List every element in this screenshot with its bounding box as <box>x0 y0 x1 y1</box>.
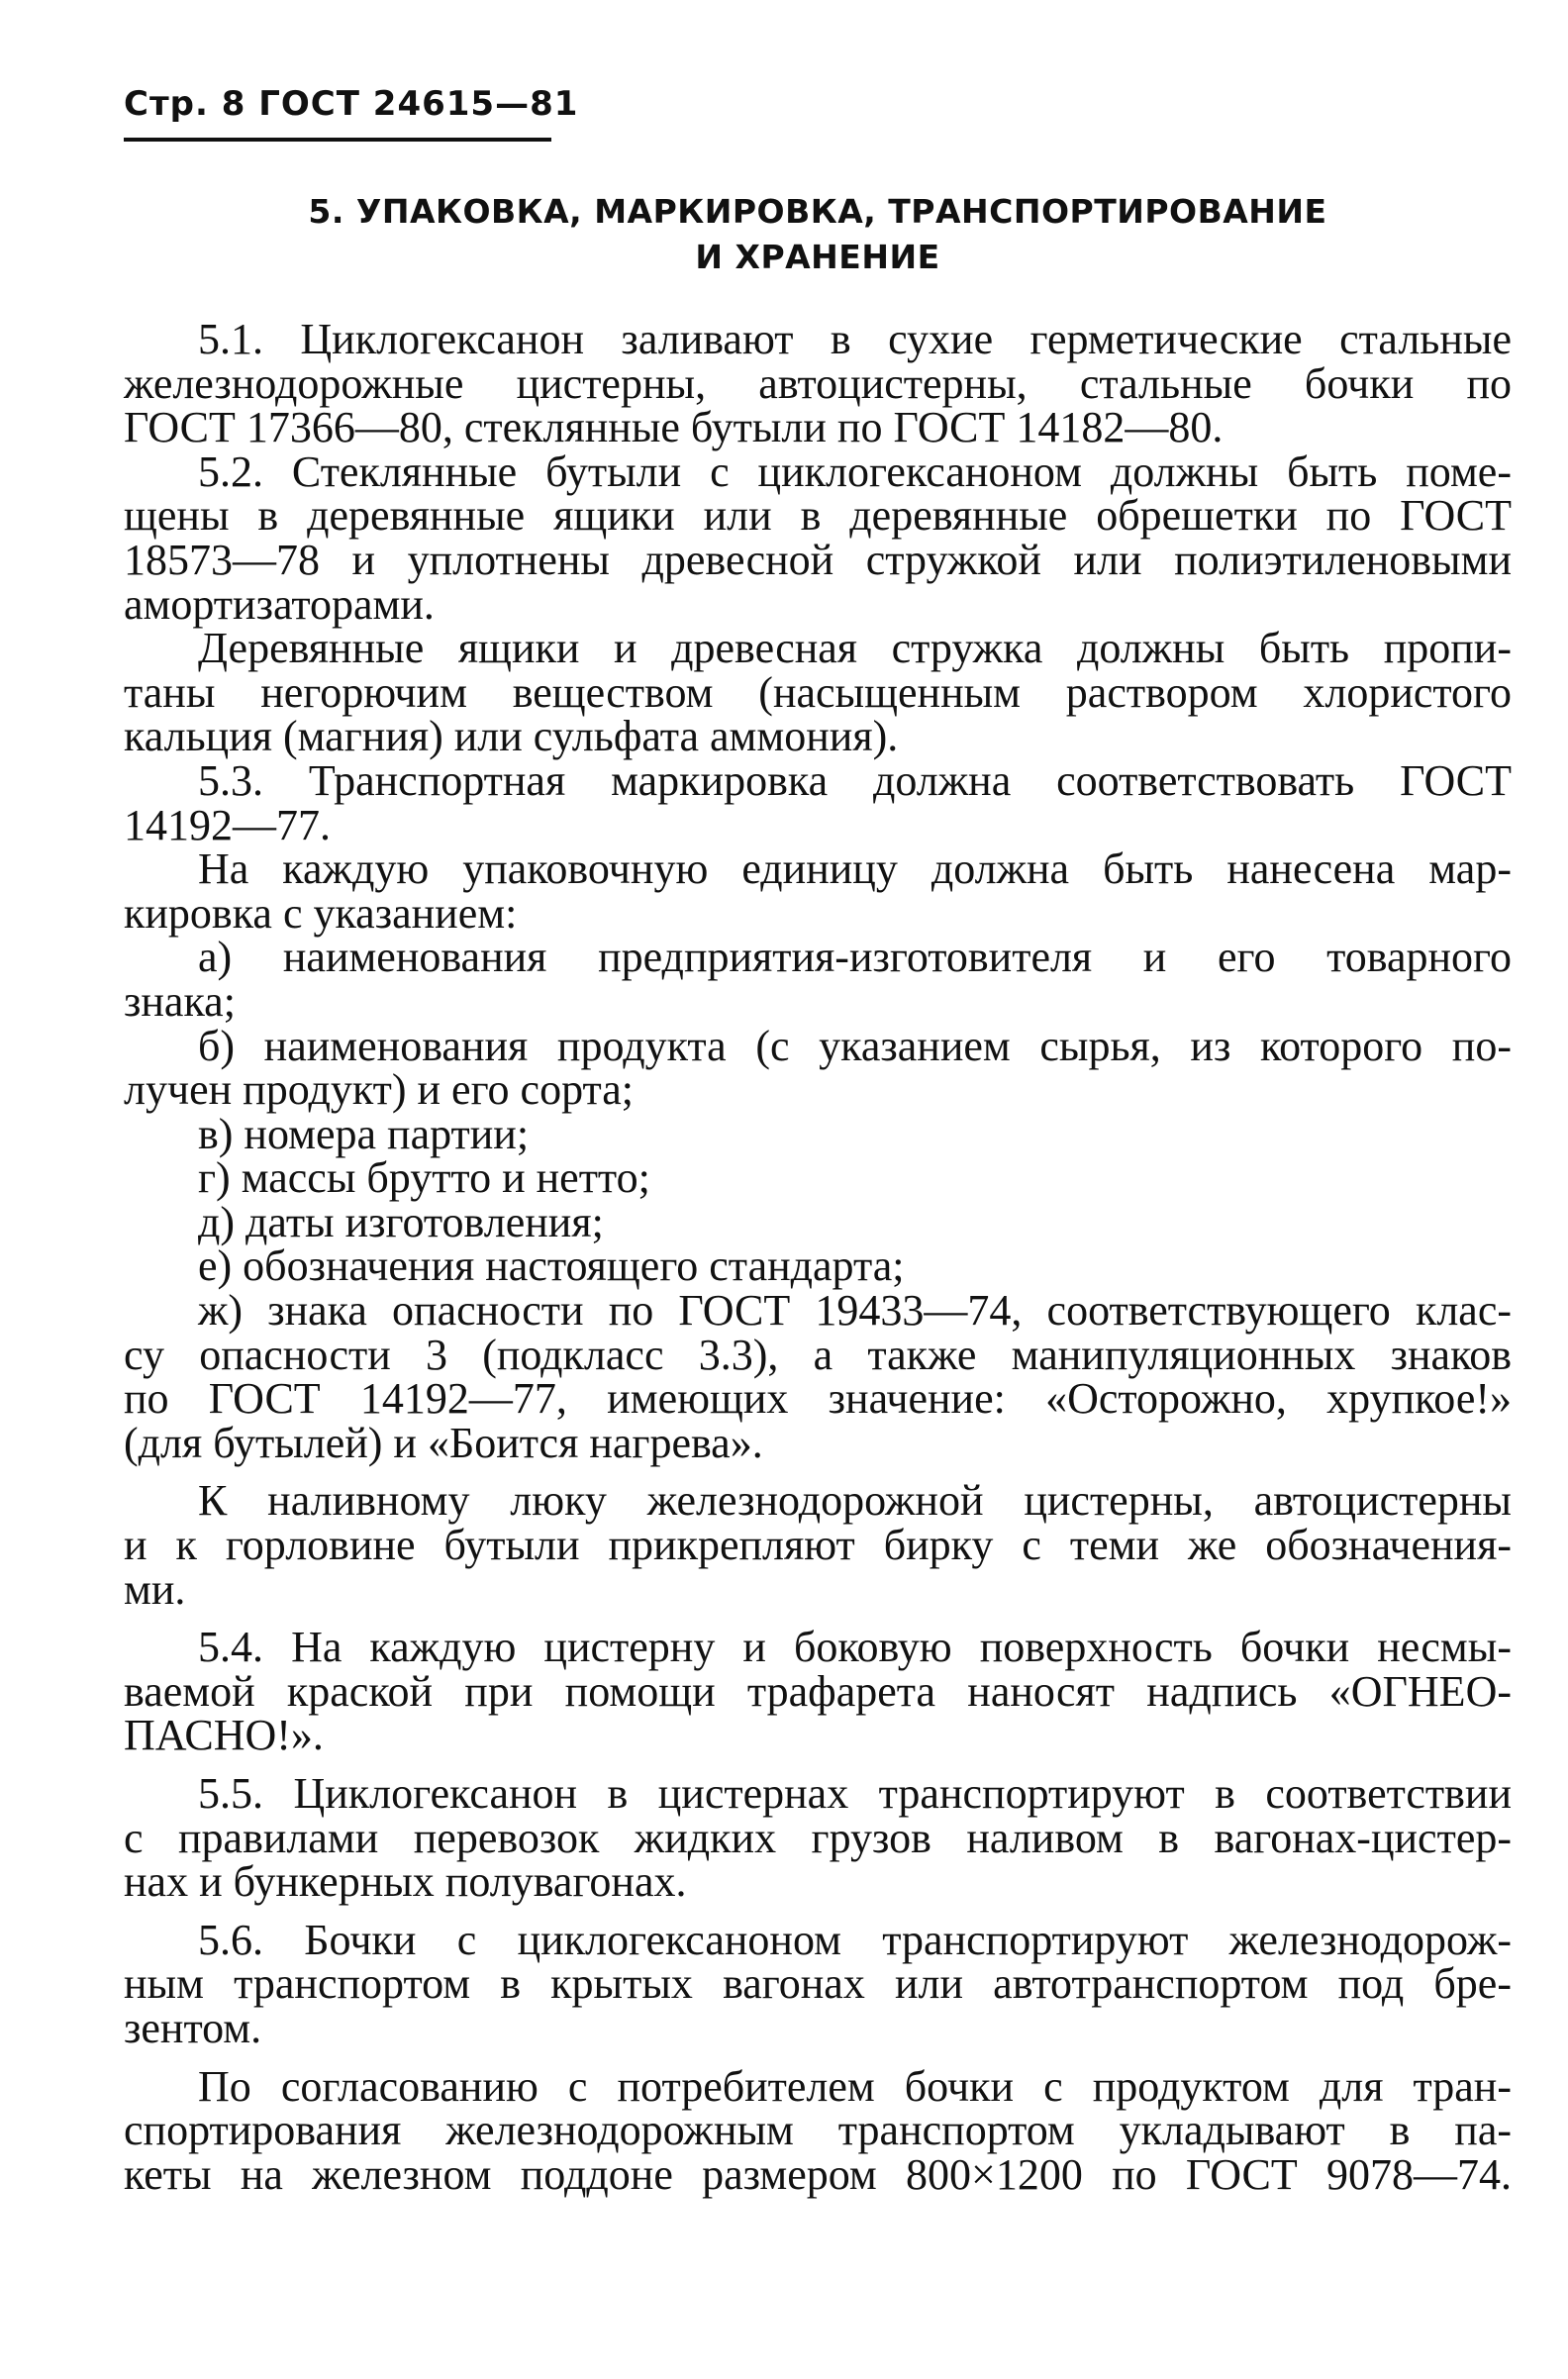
text-line: лучен продукт) и его сорта; <box>124 1065 635 1115</box>
list-item-d <box>124 1197 1512 1246</box>
paragraph-impregnation <box>124 624 1512 761</box>
text-line: 5.4. На каждую цистерну и боковую поверхность бочки несмы- <box>198 1623 1512 1672</box>
paragraph-5-1 <box>124 315 1512 452</box>
text-line: амортизаторами. <box>124 579 435 629</box>
text-line: ПАСНО!». <box>124 1711 324 1760</box>
text-line: Деревянные ящики и древесная стружка должны быть пропи- <box>198 624 1512 673</box>
text-line: 5.1. Циклогексанон заливают в сухие герметические стальные <box>198 315 1512 363</box>
text-line: ж) знака опасности по ГОСТ 19433—74, соответствующего клас- <box>198 1286 1512 1336</box>
text-line: железнодорожные цистерны, автоцистерны, стальные бочки по <box>124 358 1512 408</box>
list-item-b <box>124 1021 1512 1115</box>
text-line: г) массы брутто и нетто; <box>198 1153 650 1203</box>
text-line: су опасности 3 (подкласс 3.3), а также манипуляционных знаков <box>124 1330 1512 1379</box>
text-line: ГОСТ 17366—80, стеклянные бутыли по ГОСТ 14182—80. <box>124 403 1224 452</box>
paragraph-pallets <box>124 2061 1512 2199</box>
text-line: ваемой краской при помощи трафарета наносят надпись «ОГНЕО- <box>124 1666 1512 1716</box>
list-item-v <box>124 1109 1512 1158</box>
text-line: (для бутылей) и «Боится нагрева». <box>124 1418 763 1467</box>
text-line: ным транспортом в крытых вагонах или автотранспортом под бре- <box>124 1959 1512 2009</box>
text-line: знака; <box>124 976 236 1026</box>
paragraph-5-4 <box>124 1623 1512 1760</box>
list-item-e <box>124 1241 1512 1291</box>
text-line: а) наименования предприятия-изготовителя и его товарного <box>198 933 1512 982</box>
text-line: 5.3. Транспортная маркировка должна соответствовать ГОСТ <box>198 755 1512 805</box>
text-line: и к горловине бутыли прикрепляют бирку с теми же обозначения- <box>124 1521 1512 1570</box>
text-line: 5.2. Стеклянные бутыли с циклогексаноном должны быть поме- <box>198 446 1512 496</box>
paragraph-5-3 <box>124 755 1512 849</box>
text-line: кеты на железном поддоне размером 800×1200 по ГОСТ 9078—74. <box>124 2149 1512 2199</box>
document-page <box>124 84 1512 2197</box>
text-line: зентом. <box>124 2003 262 2052</box>
text-line: таны негорючим веществом (насыщенным раствором хлористого <box>124 667 1512 717</box>
text-line: е) обозначения настоящего стандарта; <box>198 1241 905 1291</box>
paragraph-5-6 <box>124 1915 1512 2052</box>
text-line: 5.5. Циклогексанон в цистернах транспортируют в соответствии <box>198 1769 1512 1818</box>
text-line: б) наименования продукта (с указанием сырья, из которого по- <box>198 1021 1512 1070</box>
text-line: с правилами перевозок жидких грузов наливом в вагонах-цистер- <box>124 1813 1512 1862</box>
text-line: по ГОСТ 14192—77, имеющих значение: «Осторожно, хрупкое!» <box>124 1374 1512 1424</box>
text-line: По согласованию с потребителем бочки с продуктом для тран- <box>198 2061 1512 2111</box>
text-line: спортирования железнодорожным транспортом укладывают в па- <box>124 2106 1512 2155</box>
section-title-line-2: И ХРАНЕНИЕ <box>695 238 940 276</box>
paragraph-tag <box>124 1476 1512 1614</box>
text-line: нах и бункерных полувагонах. <box>124 1857 687 1907</box>
paragraph-5-2 <box>124 446 1512 629</box>
text-line: 18573—78 и уплотнены древесной стружкой или полиэтиленовыми <box>124 535 1512 584</box>
paragraph-5-5 <box>124 1769 1512 1907</box>
text-line: 14192—77. <box>124 800 331 849</box>
text-line: кальция (магния) или сульфата аммония). <box>124 712 899 761</box>
list-item-g <box>124 1153 1512 1203</box>
list-item-zh <box>124 1286 1512 1467</box>
text-line: кировка с указанием: <box>124 888 518 938</box>
text-line: в) номера партии; <box>198 1109 530 1158</box>
text-line: К наливному люку железнодорожной цистерны, автоцистерны <box>198 1476 1512 1526</box>
running-head: Стр. 8 ГОСТ 24615—81 <box>124 84 551 142</box>
section-title <box>124 189 1512 280</box>
text-line: На каждую упаковочную единицу должна быть нанесена мар- <box>198 844 1512 894</box>
text-line: д) даты изготовления; <box>198 1197 604 1246</box>
section-title-line-1: 5. УПАКОВКА, МАРКИРОВКА, ТРАНСПОРТИРОВАНИЕ <box>308 192 1327 231</box>
list-item-a <box>124 933 1512 1026</box>
text-line: щены в деревянные ящики или в деревянные обрешетки по ГОСТ <box>124 491 1512 541</box>
paragraph-marking-intro <box>124 844 1512 938</box>
text-line: 5.6. Бочки с циклогексаноном транспортируют железнодорож- <box>198 1915 1512 1964</box>
text-line: ми. <box>124 1564 186 1614</box>
